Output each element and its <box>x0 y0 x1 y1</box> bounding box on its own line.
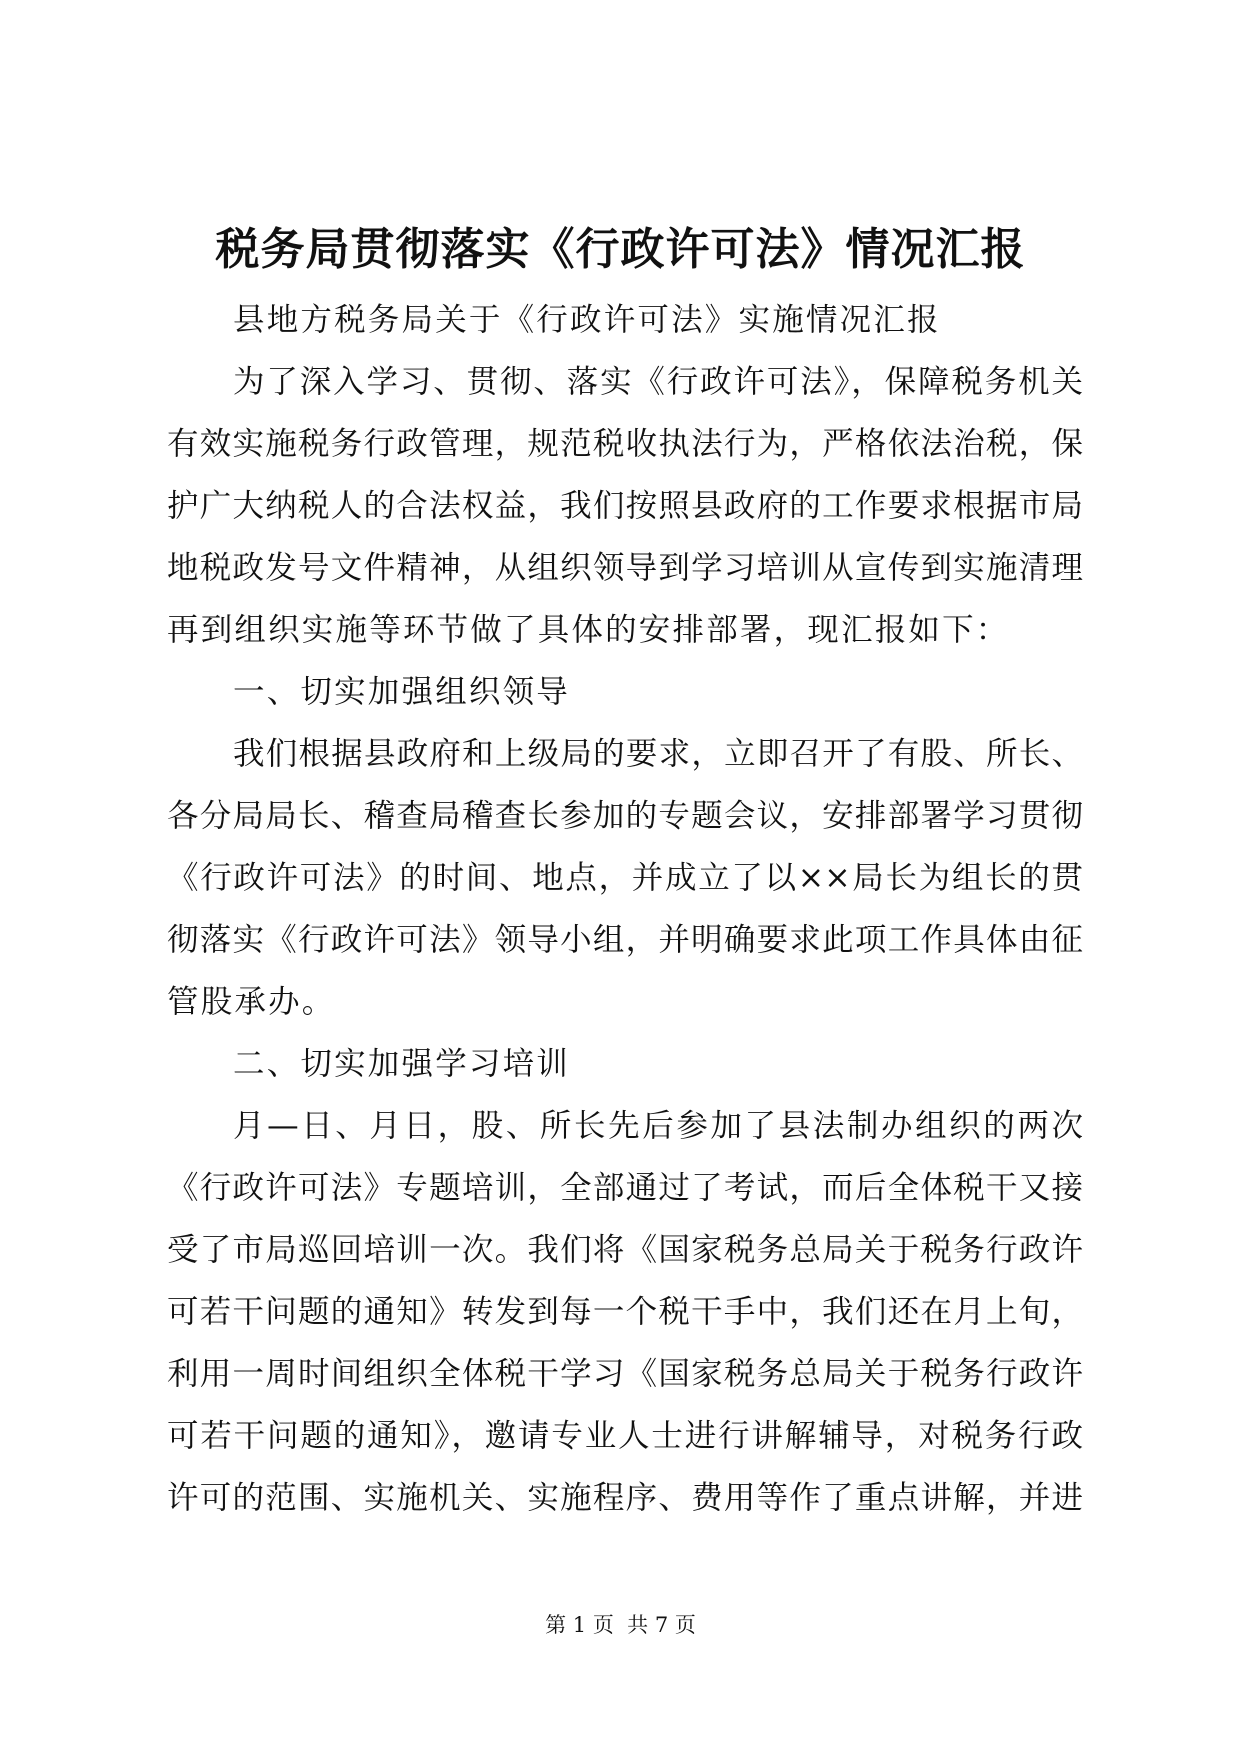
page-number: 第 1 页 共 7 页 <box>545 1613 696 1637</box>
paragraph-line: 为了深入学习、贯彻、落实《行政许可法》，保障税务机关 <box>233 364 1083 400</box>
paragraph-subtitle: 县地方税务局关于《行政许可法》实施情况汇报 <box>233 302 941 338</box>
paragraph-line: 受了市局巡回培训一次。我们将《国家税务总局关于税务行政许 <box>167 1232 1083 1268</box>
document-body <box>167 289 1083 1529</box>
paragraph-line: 有效实施税务行政管理，规范税收执法行为，严格依法治税，保 <box>167 426 1083 462</box>
document-title: 税务局贯彻落实《行政许可法》情况汇报 <box>215 224 1026 275</box>
paragraph-line: 《行政许可法》的时间、地点，并成立了以××局长为组长的贯 <box>167 860 1083 896</box>
paragraph-line: 再到组织实施等环节做了具体的安排部署，现汇报如下： <box>167 612 1010 648</box>
paragraph-line: 各分局局长、稽查局稽查长参加的专题会议，安排部署学习贯彻 <box>167 798 1083 834</box>
paragraph-line: 利用一周时间组织全体税干学习《国家税务总局关于税务行政许 <box>167 1356 1083 1392</box>
paragraph-line: 我们根据县政府和上级局的要求，立即召开了有股、所长、 <box>233 736 1083 772</box>
paragraph-line: 彻落实《行政许可法》领导小组，并明确要求此项工作具体由征 <box>167 922 1083 958</box>
paragraph-line: 可若干问题的通知》转发到每一个税干手中，我们还在月上旬， <box>167 1294 1083 1330</box>
paragraph-line: 月—日、月日，股、所长先后参加了县法制办组织的两次 <box>233 1108 1083 1144</box>
section-heading: 一、切实加强组织领导 <box>233 674 571 710</box>
paragraph-line: 地税政发号文件精神，从组织领导到学习培训从宣传到实施清理 <box>167 550 1083 586</box>
paragraph-line: 可若干问题的通知》，邀请专业人士进行讲解辅导，对税务行政 <box>167 1418 1083 1454</box>
section-heading: 二、切实加强学习培训 <box>233 1046 571 1082</box>
paragraph-line: 《行政许可法》专题培训，全部通过了考试，而后全体税干又接 <box>167 1170 1083 1206</box>
page-footer <box>0 1610 1241 1640</box>
paragraph-line: 管股承办。 <box>167 984 336 1020</box>
paragraph-line: 护广大纳税人的合法权益，我们按照县政府的工作要求根据市局 <box>167 488 1083 524</box>
paragraph-line: 许可的范围、实施机关、实施程序、费用等作了重点讲解，并进 <box>167 1480 1083 1516</box>
